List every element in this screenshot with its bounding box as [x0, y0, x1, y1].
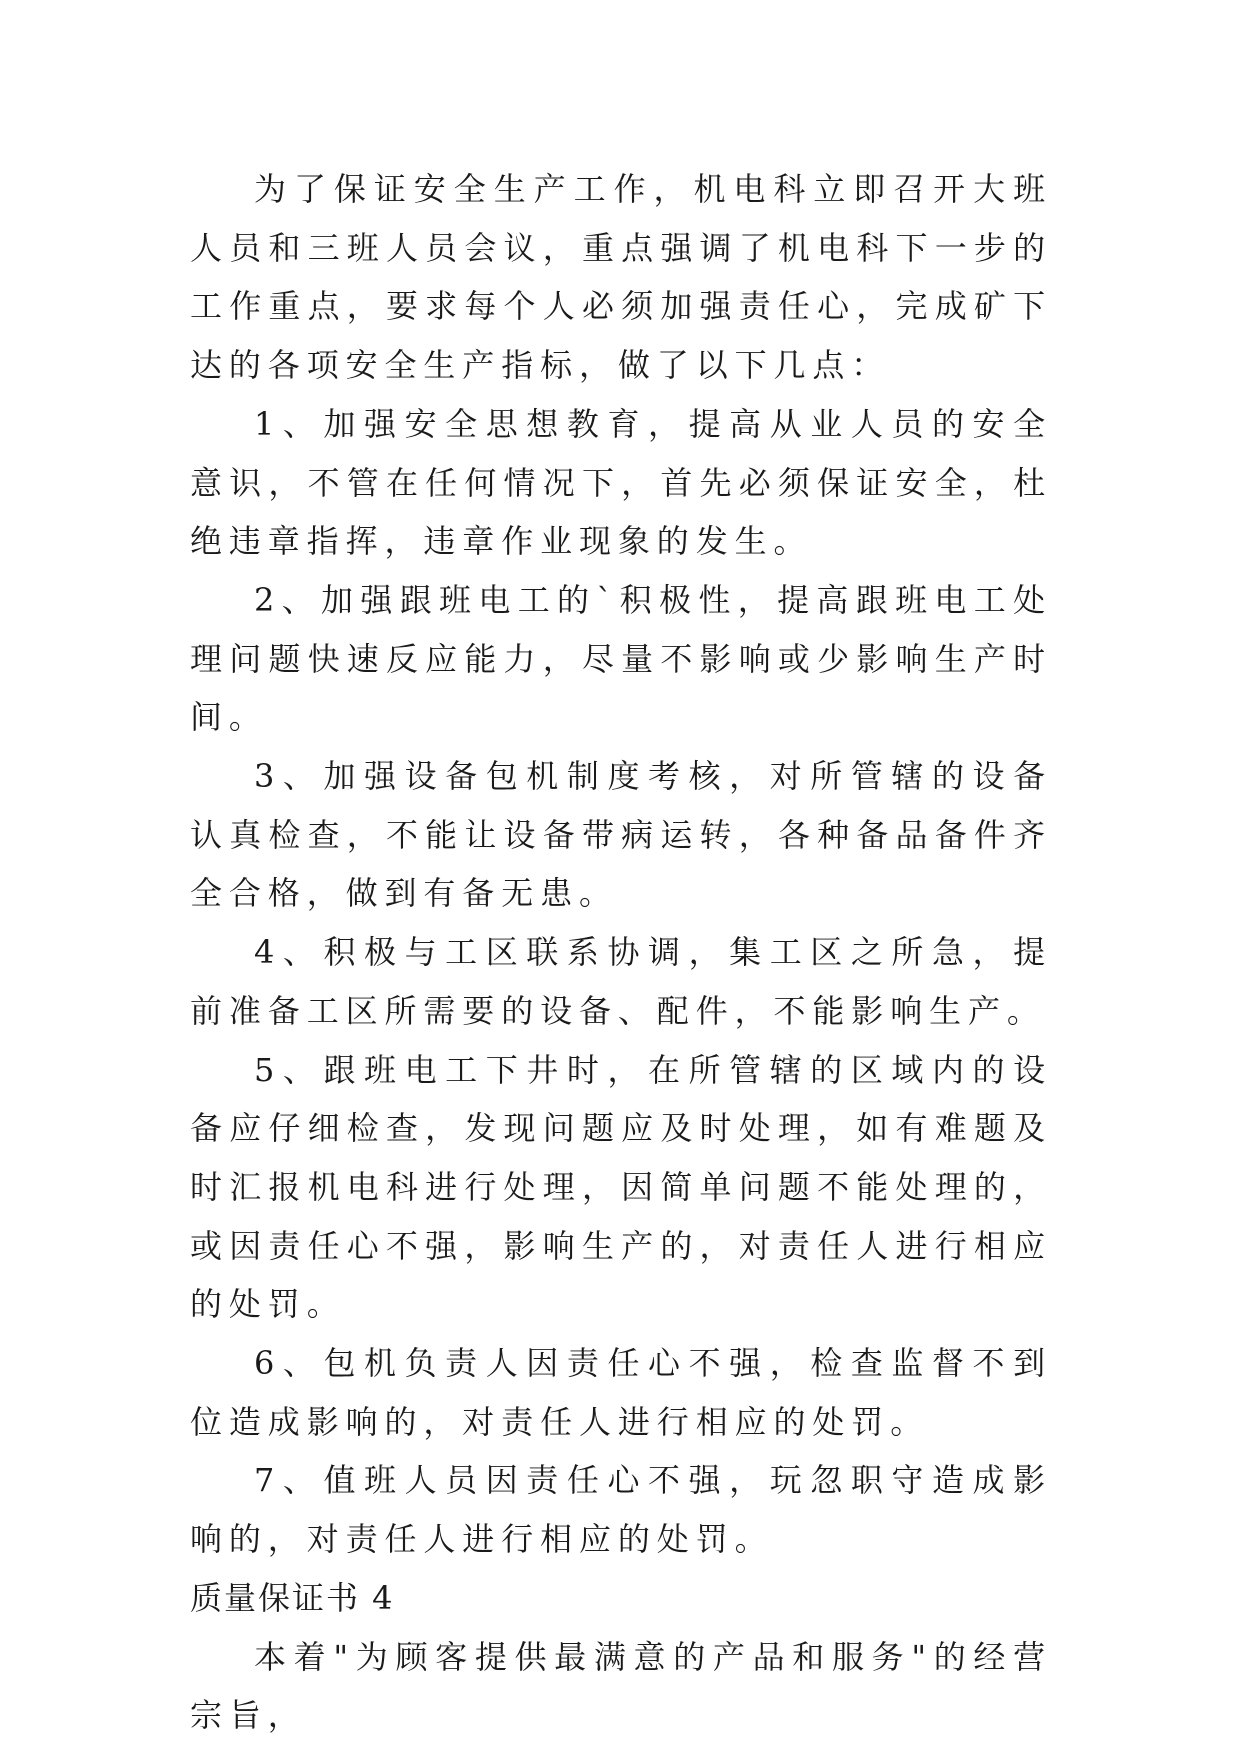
paragraph-closing: 本着"为顾客提供最满意的产品和服务"的经营宗旨，: [190, 1637, 1052, 1735]
list-item-4: 4、积极与工区联系协调，集工区之所急，提前准备工区所需要的设备、配件，不能影响生产。: [190, 933, 1052, 1030]
list-item-1: 1、加强安全思想教育，提高从业人员的安全意识，不管在任何情况下，首先必须保证安全，杜绝违章指挥，违章作业现象的发生。: [190, 404, 1052, 561]
document-body: [190, 160, 1052, 1745]
list-item-3: 3、加强设备包机制度考核，对所管辖的设备认真检查，不能让设备带病运转，各种备品备件齐全合格，做到有备无患。: [190, 757, 1052, 913]
section-heading: 质量保证书 4: [190, 1578, 395, 1617]
list-item-7: 7、值班人员因责任心不强，玩忽职守造成影响的，对责任人进行相应的处罚。: [190, 1461, 1052, 1559]
list-item-5: 5、跟班电工下井时，在所管辖的区域内的设备应仔细检查，发现问题应及时处理，如有难题及时汇报机电科进行处理，因简单问题不能处理的，或因责任心不强，影响生产的，对责任人进行相应的处罚。: [190, 1050, 1052, 1324]
list-item-2: 2、加强跟班电工的`积极性，提高跟班电工处理问题快速反应能力，尽量不影响或少影响生产时间。: [190, 580, 1052, 737]
list-item-6: 6、包机负责人因责任心不强，检查监督不到位造成影响的，对责任人进行相应的处罚。: [190, 1344, 1052, 1441]
paragraph-intro: 为了保证安全生产工作，机电科立即召开大班人员和三班人员会议，重点强调了机电科下一步的工作重点，要求每个人必须加强责任心，完成矿下达的各项安全生产指标，做了以下几点：: [190, 170, 1052, 385]
